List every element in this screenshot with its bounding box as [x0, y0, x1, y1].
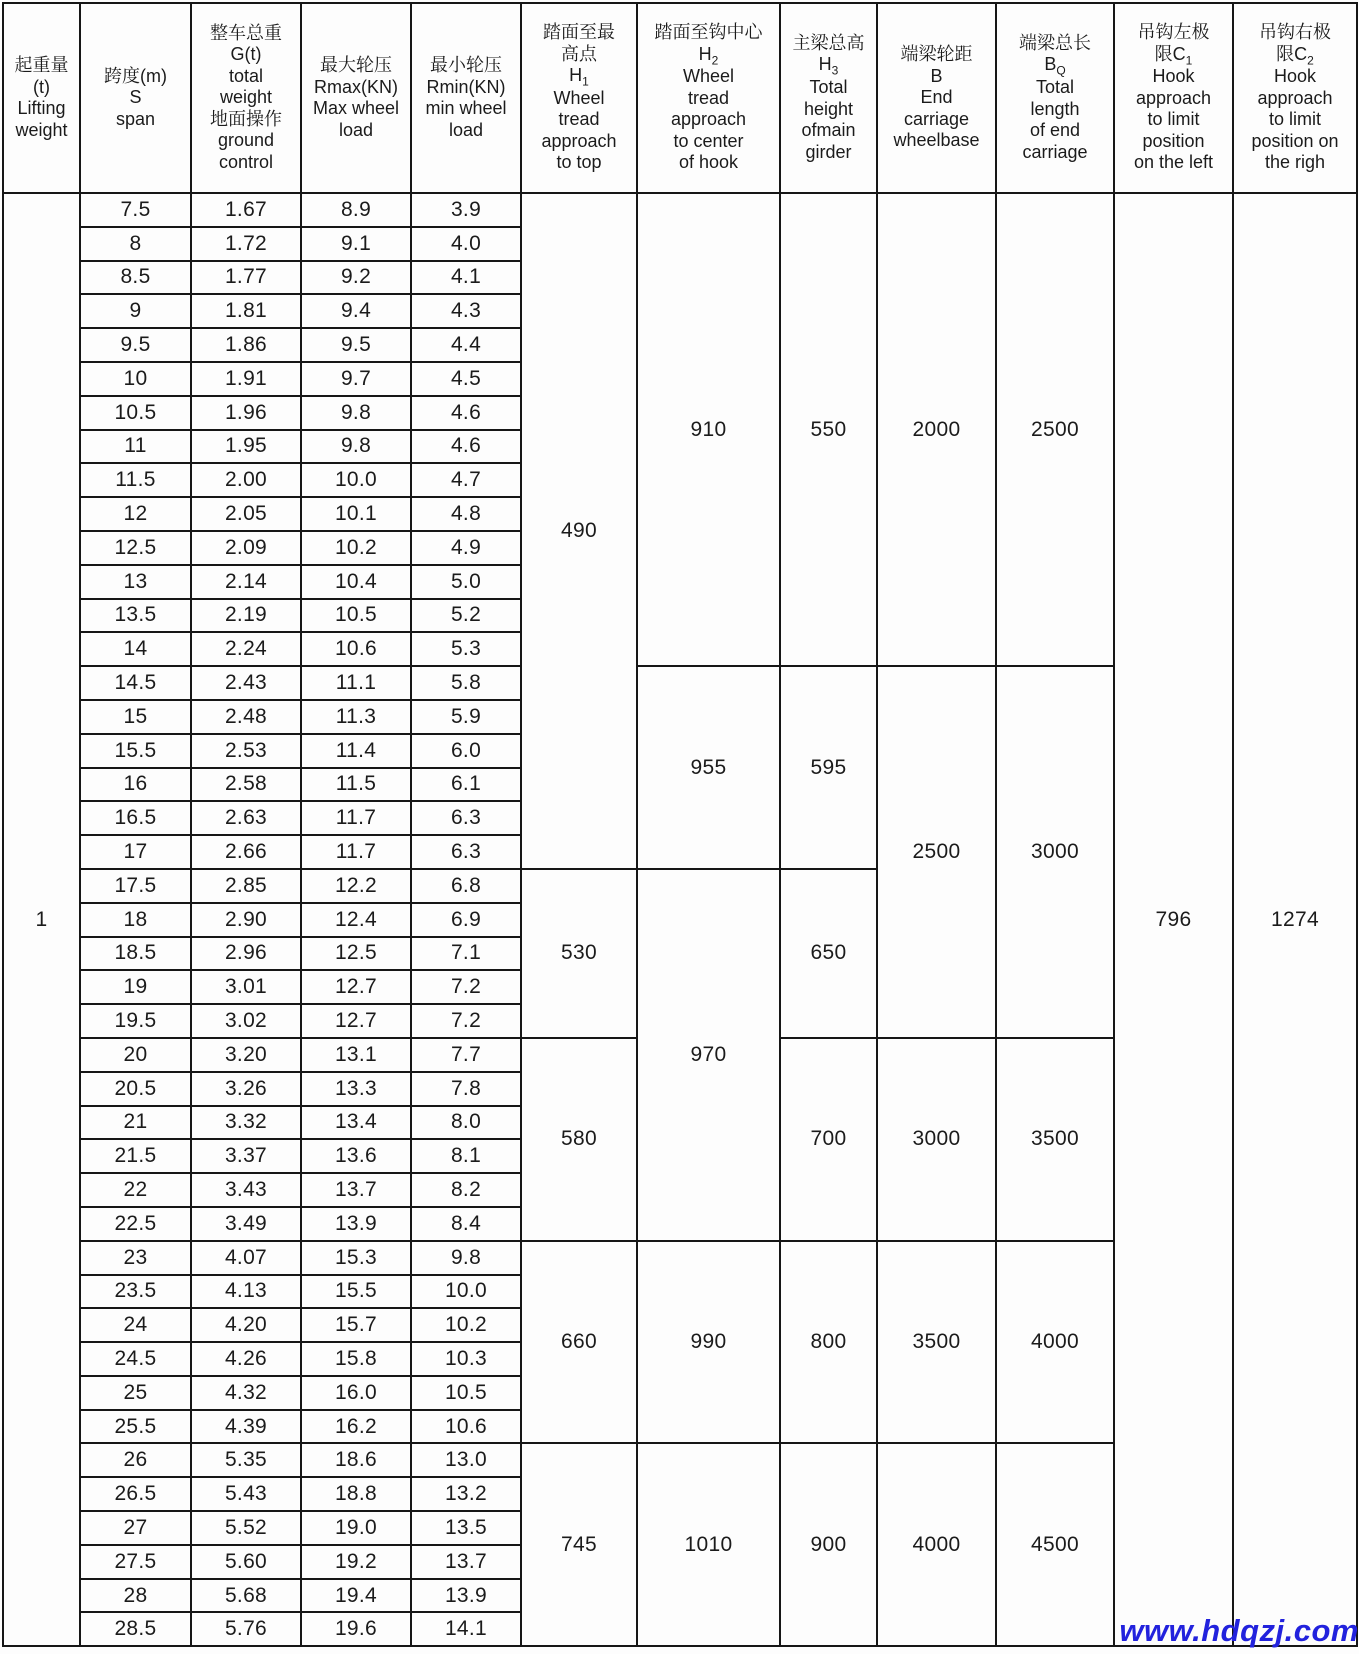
- cell-total-weight: 4.39: [191, 1410, 301, 1444]
- cell-span: 26: [80, 1443, 191, 1477]
- cell-h2: 910: [637, 193, 780, 666]
- column-header-min-wheel-load: [411, 3, 521, 193]
- cell-total-weight: 3.43: [191, 1173, 301, 1207]
- cell-total-weight: 5.60: [191, 1545, 301, 1579]
- cell-max-wheel-load: 18.6: [301, 1443, 411, 1477]
- column-header-bq-end-carriage-length: [996, 3, 1114, 193]
- cell-max-wheel-load: 19.0: [301, 1511, 411, 1545]
- header-line: 端梁总长: [1019, 32, 1091, 53]
- header-line: 起重量: [14, 55, 69, 75]
- cell-b: 2500: [877, 666, 996, 1038]
- header-line: 吊钩右极: [1259, 22, 1331, 43]
- cell-max-wheel-load: 12.5: [301, 937, 411, 971]
- cell-max-wheel-load: 9.5: [301, 328, 411, 362]
- header-line: 踏面至钩中心: [654, 22, 763, 43]
- cell-span: 10.5: [80, 396, 191, 430]
- header-line: weight: [15, 119, 68, 140]
- header-line: to limit: [1268, 109, 1321, 130]
- cell-min-wheel-load: 10.6: [411, 1410, 521, 1444]
- header-line: End: [920, 87, 953, 108]
- header-line: load: [338, 119, 374, 140]
- cell-span: 12: [80, 497, 191, 531]
- header-line: Wheel: [553, 87, 605, 108]
- cell-min-wheel-load: 8.4: [411, 1207, 521, 1241]
- watermark-url: www.hdqzj.com: [1119, 1613, 1359, 1648]
- header-line: Hook: [1152, 66, 1195, 87]
- header-line: Total: [1035, 77, 1075, 98]
- cell-total-weight: 2.90: [191, 903, 301, 937]
- cell-total-weight: 2.85: [191, 869, 301, 903]
- header-line: span: [115, 108, 156, 129]
- cell-total-weight: 4.26: [191, 1342, 301, 1376]
- cell-span: 27.5: [80, 1545, 191, 1579]
- cell-min-wheel-load: 6.9: [411, 903, 521, 937]
- column-header-c1-hook-limit-left: [1114, 3, 1233, 193]
- cell-max-wheel-load: 11.7: [301, 835, 411, 869]
- cell-span: 17.5: [80, 869, 191, 903]
- header-line: Lifting: [17, 98, 66, 118]
- cell-total-weight: 4.07: [191, 1241, 301, 1275]
- cell-span: 15.5: [80, 734, 191, 768]
- cell-min-wheel-load: 4.8: [411, 497, 521, 531]
- cell-max-wheel-load: 13.3: [301, 1072, 411, 1106]
- cell-min-wheel-load: 4.7: [411, 463, 521, 497]
- cell-total-weight: 4.13: [191, 1275, 301, 1309]
- cell-h1: 490: [521, 193, 637, 869]
- header-line: $H_1$: [569, 65, 589, 89]
- column-header-b-end-carriage-wheelbase: [877, 3, 996, 193]
- cell-min-wheel-load: 13.5: [411, 1511, 521, 1545]
- cell-max-wheel-load: 16.0: [301, 1376, 411, 1410]
- cell-max-wheel-load: 10.2: [301, 531, 411, 565]
- cell-total-weight: 2.63: [191, 801, 301, 835]
- cell-span: 23.5: [80, 1275, 191, 1309]
- cell-total-weight: 4.20: [191, 1308, 301, 1342]
- cell-total-weight: 2.43: [191, 666, 301, 700]
- cell-max-wheel-load: 13.9: [301, 1207, 411, 1241]
- cell-span: 14.5: [80, 666, 191, 700]
- cell-b: 3000: [877, 1038, 996, 1241]
- cell-max-wheel-load: 12.7: [301, 1004, 411, 1038]
- cell-total-weight: 2.48: [191, 700, 301, 734]
- cell-span: 28: [80, 1579, 191, 1613]
- cell-min-wheel-load: 9.8: [411, 1241, 521, 1275]
- cell-total-weight: 5.68: [191, 1579, 301, 1613]
- cell-min-wheel-load: 13.7: [411, 1545, 521, 1579]
- header-line: B: [930, 65, 943, 86]
- cell-max-wheel-load: 10.0: [301, 463, 411, 497]
- cell-max-wheel-load: 13.4: [301, 1106, 411, 1140]
- cell-max-wheel-load: 19.2: [301, 1545, 411, 1579]
- header-line: 最小轮压: [430, 55, 502, 75]
- cell-total-weight: 1.81: [191, 294, 301, 328]
- cell-span: 25.5: [80, 1410, 191, 1444]
- header-line: ground: [217, 130, 275, 151]
- cell-span: 13: [80, 565, 191, 599]
- crane-spec-table: [2, 2, 1358, 1647]
- cell-h1: 580: [521, 1038, 637, 1241]
- header-line: approach: [1257, 87, 1333, 108]
- cell-h2: 955: [637, 666, 780, 869]
- cell-min-wheel-load: 8.1: [411, 1139, 521, 1173]
- cell-span: 16.5: [80, 801, 191, 835]
- header-line: tread: [558, 109, 600, 130]
- header-line: height: [803, 98, 854, 119]
- cell-span: 8: [80, 227, 191, 261]
- cell-h3: 550: [780, 193, 877, 666]
- cell-bq: 2500: [996, 193, 1114, 666]
- header-line: ofmain: [801, 120, 856, 141]
- cell-min-wheel-load: 8.2: [411, 1173, 521, 1207]
- header-line: 踏面至最: [543, 22, 615, 43]
- cell-min-wheel-load: 5.2: [411, 599, 521, 633]
- cell-total-weight: 3.32: [191, 1106, 301, 1140]
- cell-total-weight: 1.96: [191, 396, 301, 430]
- header-line: carriage: [903, 108, 970, 129]
- cell-h3: 650: [780, 869, 877, 1038]
- cell-min-wheel-load: 10.2: [411, 1308, 521, 1342]
- cell-max-wheel-load: 11.7: [301, 801, 411, 835]
- column-header-max-wheel-load: [301, 3, 411, 193]
- cell-min-wheel-load: 8.0: [411, 1106, 521, 1140]
- cell-total-weight: 2.19: [191, 599, 301, 633]
- cell-total-weight: 1.67: [191, 193, 301, 227]
- cell-span: 21.5: [80, 1139, 191, 1173]
- column-header-total-weight: [191, 3, 301, 193]
- header-line: 地面操作: [210, 108, 282, 129]
- cell-span: 9.5: [80, 328, 191, 362]
- cell-total-weight: 2.05: [191, 497, 301, 531]
- cell-span: 20.5: [80, 1072, 191, 1106]
- cell-min-wheel-load: 10.5: [411, 1376, 521, 1410]
- cell-c1: 796: [1114, 193, 1233, 1646]
- header-line: Rmin(KN): [426, 76, 506, 97]
- cell-span: 21: [80, 1106, 191, 1140]
- cell-span: 28.5: [80, 1612, 191, 1646]
- cell-total-weight: 1.77: [191, 261, 301, 295]
- cell-span: 17: [80, 835, 191, 869]
- cell-h2: 990: [637, 1241, 780, 1444]
- cell-span: 9: [80, 294, 191, 328]
- header-line: (t): [33, 76, 50, 97]
- cell-min-wheel-load: 4.0: [411, 227, 521, 261]
- cell-span: 8.5: [80, 261, 191, 295]
- header-line: tread: [687, 87, 730, 108]
- cell-span: 15: [80, 700, 191, 734]
- cell-span: 18.5: [80, 937, 191, 971]
- column-header-c2-hook-limit-right: [1233, 3, 1357, 193]
- cell-max-wheel-load: 13.7: [301, 1173, 411, 1207]
- header-line: $H_3$: [818, 54, 839, 79]
- header-line: Wheel: [682, 66, 735, 87]
- cell-max-wheel-load: 9.2: [301, 261, 411, 295]
- header-line: 高点: [561, 43, 597, 64]
- header-line: carriage: [1022, 141, 1088, 162]
- cell-min-wheel-load: 7.2: [411, 970, 521, 1004]
- cell-total-weight: 1.72: [191, 227, 301, 261]
- header-line: girder: [805, 141, 852, 162]
- cell-max-wheel-load: 9.8: [301, 396, 411, 430]
- header-line: load: [448, 119, 484, 140]
- cell-max-wheel-load: 15.7: [301, 1308, 411, 1342]
- column-header-h2-tread-to-hook-center: [637, 3, 780, 193]
- cell-h3: 595: [780, 666, 877, 869]
- cell-total-weight: 2.24: [191, 632, 301, 666]
- cell-total-weight: 2.00: [191, 463, 301, 497]
- cell-min-wheel-load: 6.0: [411, 734, 521, 768]
- cell-total-weight: 1.95: [191, 430, 301, 464]
- cell-span: 25: [80, 1376, 191, 1410]
- cell-span: 18: [80, 903, 191, 937]
- cell-span: 20: [80, 1038, 191, 1072]
- cell-bq: 3000: [996, 666, 1114, 1038]
- cell-total-weight: 1.91: [191, 362, 301, 396]
- cell-max-wheel-load: 19.6: [301, 1612, 411, 1646]
- cell-min-wheel-load: 4.5: [411, 362, 521, 396]
- cell-span: 11.5: [80, 463, 191, 497]
- cell-max-wheel-load: 19.4: [301, 1579, 411, 1613]
- cell-max-wheel-load: 9.7: [301, 362, 411, 396]
- header-line: weight: [219, 87, 273, 108]
- cell-min-wheel-load: 7.7: [411, 1038, 521, 1072]
- cell-h1: 745: [521, 1443, 637, 1646]
- cell-max-wheel-load: 9.8: [301, 430, 411, 464]
- cell-min-wheel-load: 5.8: [411, 666, 521, 700]
- header-line: control: [218, 151, 274, 172]
- cell-min-wheel-load: 6.1: [411, 768, 521, 802]
- cell-total-weight: 2.53: [191, 734, 301, 768]
- header-line: 限$C_2$: [1276, 43, 1314, 68]
- cell-max-wheel-load: 11.1: [301, 666, 411, 700]
- header-line: of end: [1029, 120, 1081, 141]
- cell-min-wheel-load: 10.3: [411, 1342, 521, 1376]
- cell-min-wheel-load: 4.6: [411, 396, 521, 430]
- header-line: 跨度(m): [104, 65, 167, 86]
- cell-h3: 700: [780, 1038, 877, 1241]
- cell-span: 23: [80, 1241, 191, 1275]
- cell-total-weight: 3.26: [191, 1072, 301, 1106]
- header-line: Hook: [1273, 66, 1317, 87]
- cell-b: 2000: [877, 193, 996, 666]
- cell-h3: 800: [780, 1241, 877, 1444]
- cell-max-wheel-load: 11.3: [301, 700, 411, 734]
- header-line: wheelbase: [893, 130, 980, 151]
- header-line: approach: [670, 109, 747, 130]
- header-line: 端梁轮距: [900, 44, 973, 65]
- cell-span: 13.5: [80, 599, 191, 633]
- cell-bq: 4500: [996, 1443, 1114, 1646]
- header-line: of hook: [678, 152, 739, 173]
- cell-span: 26.5: [80, 1477, 191, 1511]
- cell-max-wheel-load: 9.4: [301, 294, 411, 328]
- cell-b: 3500: [877, 1241, 996, 1444]
- cell-min-wheel-load: 5.9: [411, 700, 521, 734]
- cell-min-wheel-load: 3.9: [411, 193, 521, 227]
- cell-h2: 970: [637, 869, 780, 1241]
- header-line: to top: [556, 152, 602, 173]
- cell-max-wheel-load: 18.8: [301, 1477, 411, 1511]
- cell-max-wheel-load: 15.5: [301, 1275, 411, 1309]
- header-line: position: [1142, 130, 1205, 151]
- cell-max-wheel-load: 10.1: [301, 497, 411, 531]
- column-header-h3-main-girder-height: [780, 3, 877, 193]
- cell-total-weight: 3.02: [191, 1004, 301, 1038]
- header-line: 整车总重: [210, 22, 282, 43]
- cell-span: 12.5: [80, 531, 191, 565]
- header-line: approach: [541, 130, 617, 151]
- cell-min-wheel-load: 14.1: [411, 1612, 521, 1646]
- cell-total-weight: 3.37: [191, 1139, 301, 1173]
- cell-max-wheel-load: 15.8: [301, 1342, 411, 1376]
- cell-total-weight: 2.14: [191, 565, 301, 599]
- header-line: to limit: [1147, 109, 1200, 130]
- cell-max-wheel-load: 10.4: [301, 565, 411, 599]
- cell-span: 22.5: [80, 1207, 191, 1241]
- header-line: position on: [1251, 130, 1339, 151]
- table-row: [3, 193, 1357, 227]
- cell-total-weight: 5.35: [191, 1443, 301, 1477]
- header-line: Max wheel: [312, 98, 400, 118]
- cell-min-wheel-load: 4.9: [411, 531, 521, 565]
- cell-total-weight: 3.01: [191, 970, 301, 1004]
- header-line: on the left: [1133, 152, 1214, 173]
- cell-max-wheel-load: 12.2: [301, 869, 411, 903]
- cell-min-wheel-load: 6.8: [411, 869, 521, 903]
- cell-min-wheel-load: 5.3: [411, 632, 521, 666]
- cell-total-weight: 2.58: [191, 768, 301, 802]
- header-line: 限$C_1$: [1154, 43, 1193, 68]
- header-line: Total: [809, 77, 848, 98]
- cell-max-wheel-load: 10.6: [301, 632, 411, 666]
- cell-min-wheel-load: 7.1: [411, 937, 521, 971]
- cell-c2: 1274: [1233, 193, 1357, 1646]
- cell-span: 16: [80, 768, 191, 802]
- cell-min-wheel-load: 6.3: [411, 801, 521, 835]
- cell-max-wheel-load: 8.9: [301, 193, 411, 227]
- header-line: G(t): [230, 44, 262, 65]
- cell-max-wheel-load: 9.1: [301, 227, 411, 261]
- cell-min-wheel-load: 6.3: [411, 835, 521, 869]
- cell-min-wheel-load: 4.3: [411, 294, 521, 328]
- cell-min-wheel-load: 13.2: [411, 1477, 521, 1511]
- cell-span: 22: [80, 1173, 191, 1207]
- cell-min-wheel-load: 4.6: [411, 430, 521, 464]
- header-line: to center: [673, 130, 744, 151]
- header-line: 吊钩左极: [1137, 22, 1210, 43]
- header-line: total: [228, 65, 264, 86]
- header-line: Rmax(KN): [314, 76, 398, 97]
- cell-total-weight: 2.66: [191, 835, 301, 869]
- cell-b: 4000: [877, 1443, 996, 1646]
- cell-total-weight: 5.43: [191, 1477, 301, 1511]
- cell-max-wheel-load: 13.1: [301, 1038, 411, 1072]
- cell-bq: 4000: [996, 1241, 1114, 1444]
- cell-min-wheel-load: 13.9: [411, 1579, 521, 1613]
- cell-span: 11: [80, 430, 191, 464]
- header-line: 最大轮压: [320, 55, 392, 75]
- cell-max-wheel-load: 11.4: [301, 734, 411, 768]
- cell-span: 19.5: [80, 1004, 191, 1038]
- cell-h2: 1010: [637, 1443, 780, 1646]
- header-line: $B_Q$: [1044, 54, 1066, 79]
- cell-bq: 3500: [996, 1038, 1114, 1241]
- header-line: approach: [1135, 87, 1212, 108]
- cell-max-wheel-load: 10.5: [301, 599, 411, 633]
- cell-span: 24: [80, 1308, 191, 1342]
- cell-total-weight: 3.20: [191, 1038, 301, 1072]
- cell-max-wheel-load: 15.3: [301, 1241, 411, 1275]
- column-header-span: [80, 3, 191, 193]
- column-header-lifting-weight: [3, 3, 80, 193]
- cell-total-weight: 1.86: [191, 328, 301, 362]
- cell-total-weight: 5.52: [191, 1511, 301, 1545]
- cell-span: 10: [80, 362, 191, 396]
- cell-span: 14: [80, 632, 191, 666]
- cell-max-wheel-load: 12.4: [301, 903, 411, 937]
- cell-total-weight: 4.32: [191, 1376, 301, 1410]
- header-line: $H_2$: [698, 43, 719, 68]
- cell-min-wheel-load: 7.2: [411, 1004, 521, 1038]
- cell-min-wheel-load: 10.0: [411, 1275, 521, 1309]
- cell-span: 19: [80, 970, 191, 1004]
- cell-span: 24.5: [80, 1342, 191, 1376]
- cell-total-weight: 3.49: [191, 1207, 301, 1241]
- cell-h1: 530: [521, 869, 637, 1038]
- cell-min-wheel-load: 4.1: [411, 261, 521, 295]
- header-line: 主梁总高: [792, 32, 865, 53]
- cell-max-wheel-load: 11.5: [301, 768, 411, 802]
- cell-max-wheel-load: 13.6: [301, 1139, 411, 1173]
- header-line: the righ: [1264, 152, 1326, 173]
- header-line: S: [129, 87, 142, 108]
- cell-span: 7.5: [80, 193, 191, 227]
- table-header-row: [3, 3, 1357, 193]
- cell-h1: 660: [521, 1241, 637, 1444]
- cell-max-wheel-load: 12.7: [301, 970, 411, 1004]
- cell-total-weight: 5.76: [191, 1612, 301, 1646]
- header-line: min wheel: [425, 98, 507, 118]
- cell-min-wheel-load: 13.0: [411, 1443, 521, 1477]
- cell-min-wheel-load: 5.0: [411, 565, 521, 599]
- cell-min-wheel-load: 7.8: [411, 1072, 521, 1106]
- cell-min-wheel-load: 4.4: [411, 328, 521, 362]
- cell-total-weight: 2.96: [191, 937, 301, 971]
- header-line: length: [1030, 98, 1080, 119]
- cell-h3: 900: [780, 1443, 877, 1646]
- cell-max-wheel-load: 16.2: [301, 1410, 411, 1444]
- cell-span: 27: [80, 1511, 191, 1545]
- column-header-h1-tread-to-top: [521, 3, 637, 193]
- cell-total-weight: 2.09: [191, 531, 301, 565]
- cell-lifting-weight: 1: [3, 193, 80, 1646]
